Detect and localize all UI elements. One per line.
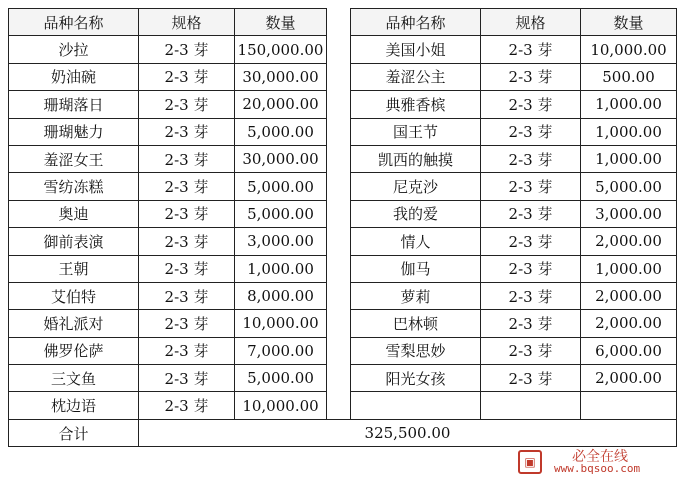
right-quantity: 5,000.00 [581,173,677,200]
left-variety-name: 羞涩女王 [9,145,139,172]
left-spec: 2-3 芽 [139,310,235,337]
right-quantity: 10,000.00 [581,36,677,63]
left-quantity: 30,000.00 [235,145,327,172]
right-quantity: 1,000.00 [581,145,677,172]
header-qty-left: 数量 [235,9,327,36]
table-row [9,282,677,309]
left-spec: 2-3 芽 [139,173,235,200]
total-row [9,419,677,446]
left-quantity: 5,000.00 [235,173,327,200]
right-spec: 2-3 芽 [481,310,581,337]
right-variety-name: 阳光女孩 [351,365,481,392]
column-gap [327,337,351,364]
right-quantity: 3,000.00 [581,200,677,227]
watermark-url: www.bqsoo.com [554,462,641,475]
left-quantity: 3,000.00 [235,228,327,255]
right-variety-name: 我的爱 [351,200,481,227]
right-spec: 2-3 芽 [481,173,581,200]
table-body [9,36,677,419]
left-quantity: 5,000.00 [235,118,327,145]
left-spec: 2-3 芽 [139,255,235,282]
right-variety-name: 羞涩公主 [351,63,481,90]
column-gap [327,392,351,419]
right-spec: 2-3 芽 [481,118,581,145]
column-gap [327,365,351,392]
total-label: 合计 [9,419,139,446]
left-spec: 2-3 芽 [139,365,235,392]
right-variety-name: 巴林顿 [351,310,481,337]
left-quantity: 1,000.00 [235,255,327,282]
right-quantity: 1,000.00 [581,91,677,118]
right-quantity: 2,000.00 [581,228,677,255]
right-variety-name: 情人 [351,228,481,255]
table-row [9,337,677,364]
left-quantity: 8,000.00 [235,282,327,309]
left-spec: 2-3 芽 [139,282,235,309]
header-qty-right: 数量 [581,9,677,36]
right-quantity: 1,000.00 [581,118,677,145]
left-variety-name: 三文鱼 [9,365,139,392]
right-quantity: 1,000.00 [581,255,677,282]
left-quantity: 10,000.00 [235,310,327,337]
header-name-right: 品种名称 [351,9,481,36]
left-variety-name: 御前表演 [9,228,139,255]
table-row [9,392,677,419]
right-spec: 2-3 芽 [481,282,581,309]
column-gap [327,36,351,63]
right-variety-name: 凯西的触摸 [351,145,481,172]
header-spec-right: 规格 [481,9,581,36]
column-gap [327,255,351,282]
left-quantity: 7,000.00 [235,337,327,364]
right-variety-name: 萝莉 [351,282,481,309]
right-spec: 2-3 芽 [481,63,581,90]
left-spec: 2-3 芽 [139,392,235,419]
right-quantity: 2,000.00 [581,282,677,309]
table-row [9,173,677,200]
left-variety-name: 珊瑚落日 [9,91,139,118]
left-variety-name: 奶油碗 [9,63,139,90]
column-gap [327,228,351,255]
left-variety-name: 艾伯特 [9,282,139,309]
right-spec: 2-3 芽 [481,91,581,118]
column-gap [327,9,351,36]
right-spec: 2-3 芽 [481,337,581,364]
total-value: 325,500.00 [139,419,677,446]
right-quantity: 500.00 [581,63,677,90]
table-row [9,118,677,145]
left-spec: 2-3 芽 [139,145,235,172]
right-variety-name: 伽马 [351,255,481,282]
column-gap [327,200,351,227]
left-spec: 2-3 芽 [139,228,235,255]
right-spec [481,392,581,419]
column-gap [327,173,351,200]
table-row [9,228,677,255]
left-quantity: 150,000.00 [235,36,327,63]
column-gap [327,282,351,309]
left-variety-name: 奥迪 [9,200,139,227]
header-name-left: 品种名称 [9,9,139,36]
watermark-title: 必全在线 [572,449,628,465]
left-variety-name: 珊瑚魅力 [9,118,139,145]
right-spec: 2-3 芽 [481,228,581,255]
left-variety-name: 婚礼派对 [9,310,139,337]
column-gap [327,310,351,337]
column-gap [327,91,351,118]
left-variety-name: 雪纺冻糕 [9,173,139,200]
left-variety-name: 沙拉 [9,36,139,63]
left-quantity: 30,000.00 [235,63,327,90]
column-gap [327,145,351,172]
table-row [9,255,677,282]
left-quantity: 5,000.00 [235,200,327,227]
left-spec: 2-3 芽 [139,91,235,118]
right-quantity: 6,000.00 [581,337,677,364]
table-row [9,63,677,90]
right-variety-name [351,392,481,419]
right-variety-name: 雪梨思妙 [351,337,481,364]
right-variety-name: 尼克沙 [351,173,481,200]
left-spec: 2-3 芽 [139,63,235,90]
left-quantity: 5,000.00 [235,365,327,392]
header-row [9,9,677,36]
left-quantity: 10,000.00 [235,392,327,419]
right-spec: 2-3 芽 [481,200,581,227]
left-spec: 2-3 芽 [139,337,235,364]
left-quantity: 20,000.00 [235,91,327,118]
right-spec: 2-3 芽 [481,255,581,282]
column-gap [327,118,351,145]
watermark-logo-icon: ▣ [518,450,542,474]
left-spec: 2-3 芽 [139,200,235,227]
right-quantity [581,392,677,419]
column-gap [327,63,351,90]
table-row [9,310,677,337]
right-spec: 2-3 芽 [481,365,581,392]
table-row [9,200,677,227]
left-spec: 2-3 芽 [139,36,235,63]
left-variety-name: 佛罗伦萨 [9,337,139,364]
inventory-table [8,8,677,447]
left-variety-name: 王朝 [9,255,139,282]
right-quantity: 2,000.00 [581,310,677,337]
header-spec-left: 规格 [139,9,235,36]
table-row [9,36,677,63]
right-spec: 2-3 芽 [481,36,581,63]
table-row [9,365,677,392]
left-spec: 2-3 芽 [139,118,235,145]
right-variety-name: 国王节 [351,118,481,145]
right-quantity: 2,000.00 [581,365,677,392]
left-variety-name: 枕边语 [9,392,139,419]
table-row [9,145,677,172]
right-variety-name: 典雅香槟 [351,91,481,118]
right-spec: 2-3 芽 [481,145,581,172]
watermark [514,448,676,476]
table-row [9,91,677,118]
right-variety-name: 美国小姐 [351,36,481,63]
